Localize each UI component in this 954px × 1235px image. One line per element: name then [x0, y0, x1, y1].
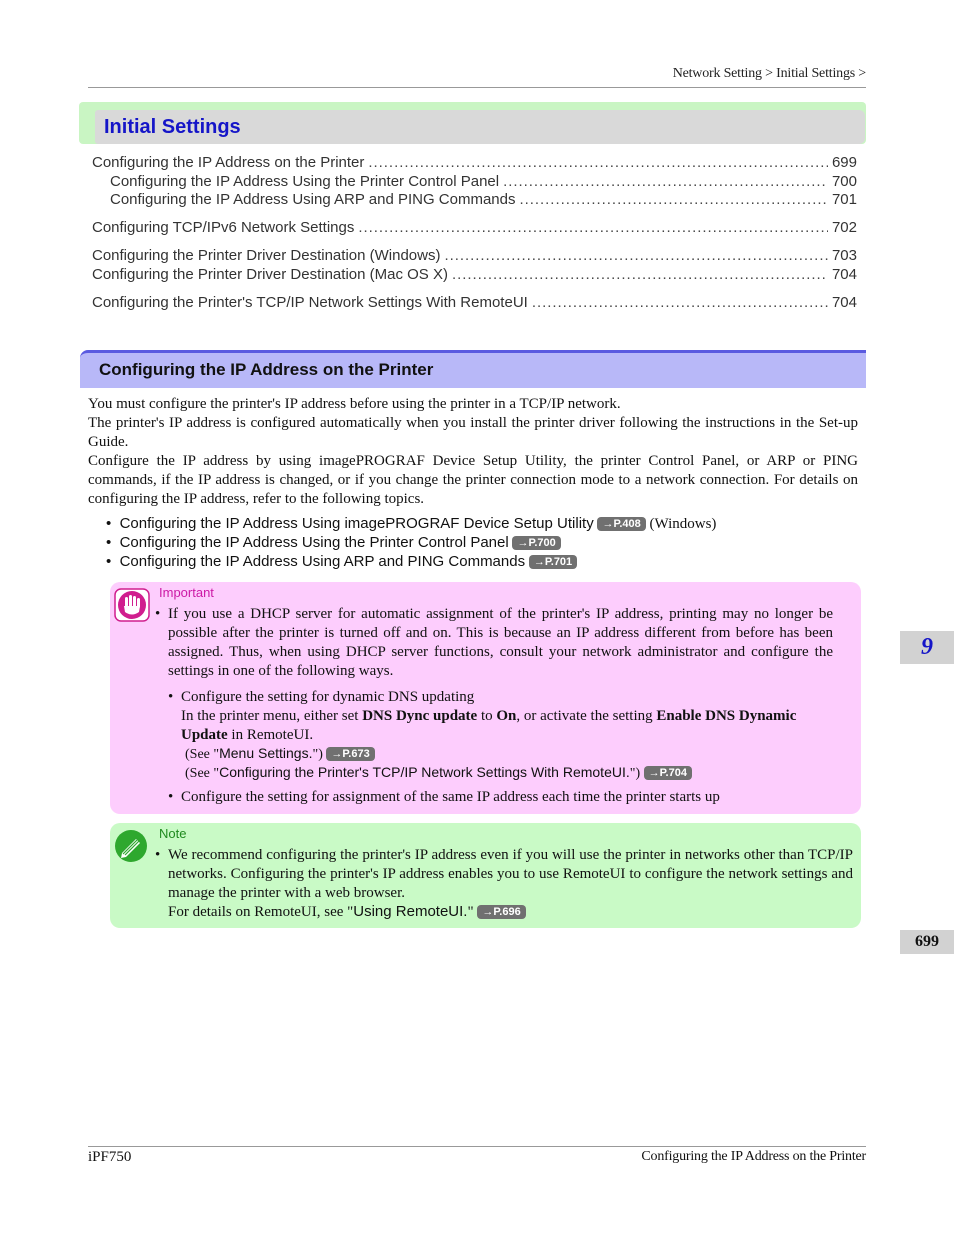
- toc-entry[interactable]: [110, 191, 857, 210]
- note-detail: [168, 902, 526, 922]
- toc-entry[interactable]: [92, 266, 857, 285]
- paragraph: You must configure the printer's IP address before using the printer in a TCP/IP network.: [88, 396, 621, 412]
- note-text: We recommend configuring the printer's IP address even if you will use the printer in networks other than TCP/IP networks. Configuring the printer's IP address enables you to use RemoteUI to configure the network settings and manage the printer with a web browser.: [168, 847, 853, 901]
- toc-entry-text[interactable]: Configuring the IP Address on the Printer: [92, 154, 365, 171]
- topic-suffix: (Windows): [649, 516, 717, 532]
- see-reference: [185, 763, 692, 783]
- topic-link[interactable]: Configuring the IP Address Using ARP and PING Commands: [119, 553, 526, 570]
- topic-link[interactable]: Configuring the IP Address Using the Printer Control Panel: [119, 534, 509, 551]
- topic-list-item: [106, 515, 716, 533]
- toc-entry-text[interactable]: Configuring the IP Address Using the Printer Control Panel: [110, 173, 500, 190]
- toc-entry[interactable]: [92, 154, 857, 173]
- toc-entry[interactable]: [92, 247, 857, 266]
- see-link[interactable]: Menu Settings.: [219, 745, 313, 761]
- topic-list-item: [106, 553, 577, 571]
- detail-text: , or activate the setting: [516, 708, 657, 724]
- see-suffix: "): [312, 747, 323, 762]
- page-ref-button[interactable]: →P.408: [597, 517, 645, 531]
- menu-value-name: On: [496, 708, 517, 724]
- bullet-dot: •: [106, 534, 120, 551]
- detail-text: ": [467, 904, 474, 920]
- footer-rule: [88, 1146, 866, 1147]
- toc-entry[interactable]: [92, 294, 857, 313]
- detail-text: in RemoteUI.: [227, 727, 314, 743]
- detail-text: For details on RemoteUI, see ": [168, 904, 354, 920]
- toc-page: 702: [831, 219, 857, 236]
- breadcrumb: Network Setting > Initial Settings >: [672, 66, 866, 81]
- note-label: Note: [159, 826, 187, 841]
- toc-entry-text[interactable]: Configuring the Printer's TCP/IP Network Settings With RemoteUI: [92, 294, 528, 311]
- page-ref-button[interactable]: →P.704: [644, 766, 692, 780]
- important-option-detail: [181, 707, 826, 745]
- footer-section-title: Configuring the IP Address on the Printer: [641, 1149, 866, 1164]
- section-body: [88, 395, 858, 509]
- see-prefix: (See ": [185, 766, 220, 781]
- detail-text: to: [477, 708, 497, 724]
- page-ref-button[interactable]: →P.696: [477, 905, 525, 919]
- bullet-dot: •: [106, 553, 120, 570]
- see-link[interactable]: Configuring the Printer's TCP/IP Network Settings With RemoteUI.: [219, 764, 630, 780]
- section-title: Configuring the IP Address on the Printer: [99, 360, 434, 379]
- bullet-dot: •: [168, 689, 174, 705]
- toc-entry[interactable]: [92, 219, 857, 238]
- toc-leader: [452, 266, 828, 283]
- important-label: Important: [159, 585, 214, 600]
- topic-list-item: [106, 534, 561, 552]
- toc-page: 700: [831, 173, 857, 190]
- toc-leader: [532, 294, 828, 311]
- important-option-title: Configure the setting for assignment of the same IP address each time the printer starts up: [181, 789, 720, 805]
- see-prefix: (See ": [185, 747, 220, 762]
- paragraph: Configure the IP address by using imagePROGRAF Device Setup Utility, the printer Control Panel, or ARP or PING commands, if the IP address is changed, or if you change the printer connection mode to a network connection. For details on configuring the IP address, refer to the following topics.: [88, 453, 858, 507]
- menu-item-name: DNS Dync update: [362, 708, 478, 724]
- toc-leader: [520, 191, 828, 208]
- paragraph: The printer's IP address is configured automatically when you install the printer driver following the instructions in the Set-up Guide.: [88, 415, 858, 450]
- toc-page: 701: [831, 191, 857, 208]
- see-link[interactable]: Using RemoteUI.: [353, 903, 468, 920]
- toc-leader: [444, 247, 828, 264]
- hand-stop-icon: [114, 588, 150, 622]
- bullet-dot: •: [106, 515, 120, 532]
- toc-page: 704: [831, 294, 857, 311]
- toc-entry-text[interactable]: Configuring the Printer Driver Destination (Mac OS X): [92, 266, 448, 283]
- topic-link[interactable]: Configuring the IP Address Using imagePROGRAF Device Setup Utility: [119, 515, 594, 532]
- setting-name: Enable DNS Dynamic Update: [181, 708, 797, 743]
- toc-leader: [503, 173, 828, 190]
- page-number: 699: [915, 933, 939, 950]
- initial-settings-title: Initial Settings: [104, 116, 241, 138]
- toc-page: 699: [831, 154, 857, 171]
- toc-leader: [368, 154, 828, 171]
- toc-entry[interactable]: [110, 173, 857, 192]
- header-rule: [88, 87, 866, 88]
- bullet-dot: •: [155, 606, 161, 622]
- chapter-number[interactable]: 9: [921, 634, 933, 660]
- footer-model: iPF750: [88, 1149, 132, 1165]
- toc-entry-text[interactable]: Configuring the IP Address Using ARP and PING Commands: [110, 191, 516, 208]
- detail-text: In the printer menu, either set: [181, 708, 363, 724]
- toc-entry-text[interactable]: Configuring the Printer Driver Destination (Windows): [92, 247, 441, 264]
- toc-leader: [358, 219, 828, 236]
- important-option-title: Configure the setting for dynamic DNS updating: [181, 689, 475, 705]
- pencil-check-icon: [113, 828, 149, 864]
- bullet-dot: •: [168, 789, 174, 805]
- toc-page: 704: [831, 266, 857, 283]
- page-ref-button[interactable]: →P.701: [529, 555, 577, 569]
- important-text: If you use a DHCP server for automatic assignment of the printer's IP address, printing may no longer be possible after the printer is turned off and on. This is because an IP address different from before has been assigned. Thus, when using DHCP server functions, consult your network administrator and configure the settings in one of the following ways.: [168, 606, 833, 679]
- page-ref-button[interactable]: →P.700: [512, 536, 560, 550]
- toc-entry-text[interactable]: Configuring TCP/IPv6 Network Settings: [92, 219, 355, 236]
- see-reference: [185, 744, 375, 764]
- page-ref-button[interactable]: →P.673: [326, 747, 374, 761]
- toc-page: 703: [831, 247, 857, 264]
- bullet-dot: •: [155, 847, 161, 863]
- see-suffix: "): [629, 766, 641, 781]
